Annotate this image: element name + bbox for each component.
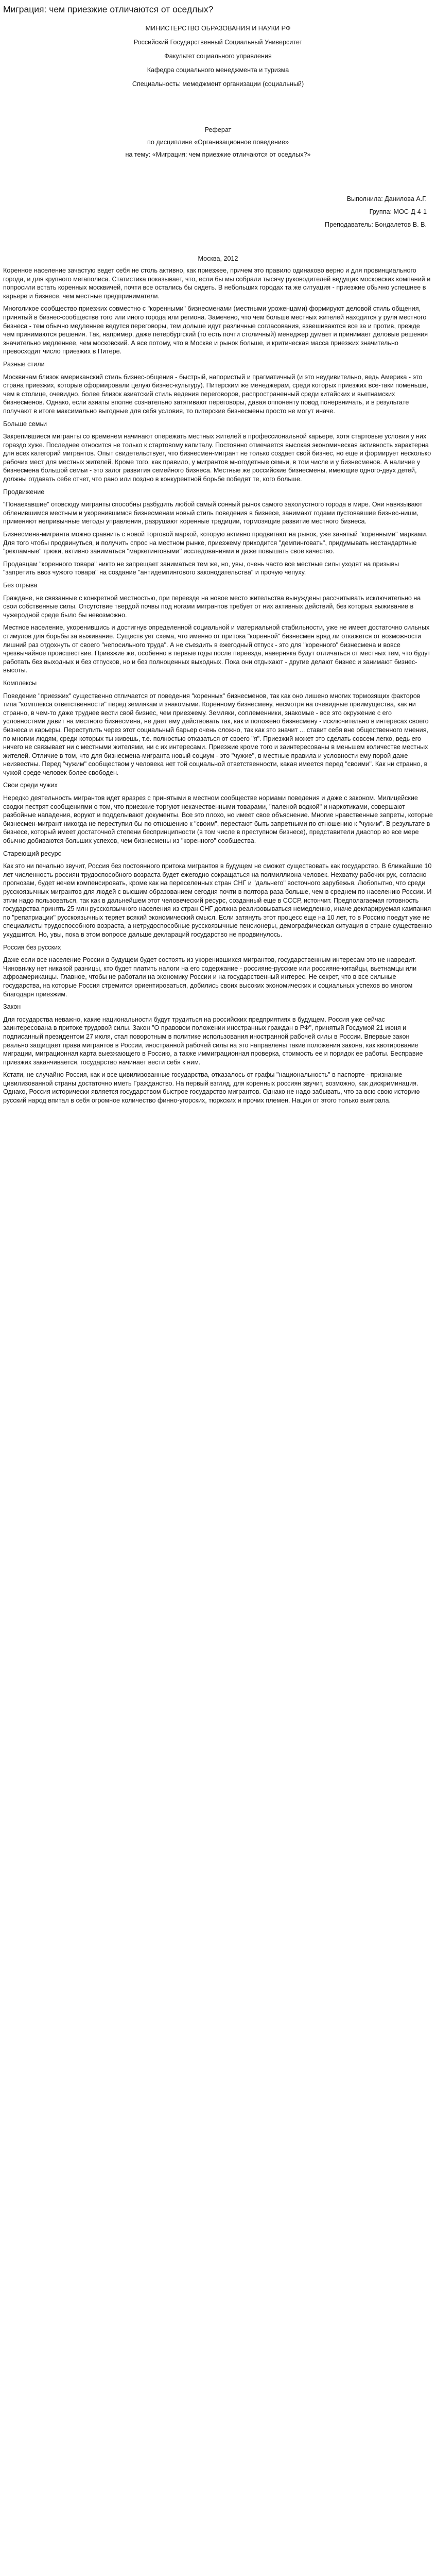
discipline-line: по дисциплине «Организационное поведение» <box>147 139 289 146</box>
referat-label: Реферат <box>204 126 232 133</box>
section-heading: Без отрыва <box>3 582 38 589</box>
document-page <box>0 0 436 1105</box>
body-paragraph: Продавцам "коренного товара" никто не запрещает заниматься тем же, но, увы, очень часто все местные силы уходят на призывы "запретить ввоз чужого товара" на создание "антидемпингового законодательства" и прочую чепуху. <box>3 560 399 577</box>
section-heading: Свои среди чужих <box>3 782 58 789</box>
body-paragraph: "Понаехавшие" отовсюду мигранты способны разбудить любой самый сонный рынок самого захолустного города в мире. Они навязывают обленившимся местным и укоренившимся бизнесменам новый стиль поведения в бизнесе, занимают годами пустовавшие бизнес-ниши, применяют непривычные методы управления, разрушают коренные традиции, тормозящие развитие местного бизнеса. <box>3 501 423 526</box>
body-paragraph: Закрепившиеся мигранты со временем начинают опережать местных жителей в профессиональной карьере, хотя стартовые условия у них гораздо хуже. Последнее относится не только к стартовому капиталу. Постоянно отмечается высокая экономическая активность характерна для всех категорий мигрантов. Опыт свидетельствует, что бизнесмен-мигрант не только создает свой бизнес, но еще и формирует несколько рабочих мест для местных жителей. Кроме того, как правило, у мигрантов многодетные семьи, в том числе и у бизнесменов. А наличие у бизнесмена большой семьи - это залог развития семейного бизнеса. Местные же российские бизнесмены, имеющие одного-двух детей, должны отдавать себе отчет, что рано или поздно в конкурентной борьбе победят те, кого больше. <box>3 433 431 483</box>
article-body <box>3 266 433 1105</box>
body-paragraph: Нередко деятельность мигрантов идет вразрез с принятыми в местном сообществе нормами поведения и даже с законом. Милицейские сводки пестрят сообщениями о том, что приезжие торгуют некачественными товарами, "паленой водкой" и наркотиками, совершают разбойные нападения, воруют и подделывают документы. Все это плохо, но имеет свое объяснение. Многие нравственные запреты, которые бизнесмен-мигрант никогда не переступил бы по отношению к "своим", перестают быть запретными по отношению к "чужим". В результате в бизнесе, который имеет достаточной степени беспринципности (в том числе в преступном бизнесе), представители диаспор во все мере обычно добиваются больших успехов, чем бизнесмены из "коренного" сообщества. <box>3 794 433 845</box>
body-paragraph: Коренное население зачастую ведет себя не столь активно, как приезжее, причем это правило одинаково верно и для провинциального города, и для крупного мегаполиса. Статистика показывает, что, если бы мы собрали тысячу руководителей ведущих московских компаний и попросили встать коренных москвичей, почти все остались бы сидеть. В небольших городах та же ситуация - приезжие обычно успешнее в карьере и бизнесе, чем местные предприниматели. <box>3 267 431 300</box>
title-bar <box>0 0 436 18</box>
body-paragraph: Как это ни печально звучит, Россия без постоянного притока мигрантов в будущем не сможет существовать как государство. В ближайшие 10 лет численность россиян трудоспособного возраста будет ежегодно сокращаться на полмиллиона человек. Нехватку рабочих рук, согласно прогнозам, будет нечем компенсировать, кроме как на переселенных стран СНГ и "дальнего" восточного зарубежья. Любопытно, что среди русскоязычных мигрантов для людей с высшим образованием сегодня почти в полтора раза больше, чем в среднем по населению России. И этим надо пользоваться, так как в дальнейшем этот человеческий ресурс, созданный еще в СССР, истончит. Предполагаемая готовность государства принять 25 млн русскоязычного населения из стран СНГ должна реализовываться немедленно, иначе декларируемая кампания по "репатриации" русскоязычных теряет всякий экономический смысл. Если затянуть этот процесс еще на 10 лет, то в Россию поедут уже не специалисты трудоспособного возраста, а нетрудоспособные русскоязычные пенсионеры, демографическая ситуация в стране существенно ухудшится. Но, увы, пока в этом вопросе дальше деклараций государство не продвинулось. <box>3 862 432 938</box>
section-heading: Разные стили <box>3 360 45 368</box>
body-paragraph: Для государства неважно, какие национальности будут трудиться на российских предприятиях в будущем. Россия уже сейчас заинтересована в притоке трудовой силы. Закон "О правовом положении иностранных граждан в РФ", принятый Госдумой 21 июня и подписанный президентом 27 июля, стал поворотным в политике использования иностранной рабочей силы в России. Впервые закон реально защищает права мигрантов в России, иностранной рабочей силы на это направлены такие положения закона, как квотирование миграции, миграционная карта выезжающего в Россию, а также иммиграционная проверка, стоимость ее и порядок ее работы. Бесправие приезжих заканчивается, государство начинает вести себя к ним. <box>3 1015 423 1066</box>
signature-block <box>3 194 433 229</box>
teacher-line: Преподаватель: Бондалетов В. В. <box>325 221 427 228</box>
section-heading: Закон <box>3 1003 21 1011</box>
body-paragraph: Москвичам близок американский стиль бизнес-общения - быстрый, напористый и прагматичный (и это неудивительно, ведь Америка - это страна приезжих, которые сформировали целую бизнес-культуру). Питерским же менеджерам, среди которых приезжих все-таки поменьше, чем в столице, очевидно, более близок азиатский стиль ведения переговоров, распространенный среди китайских и вьетнамских бизнесменов. Однако, если азиаты вполне сознательно затягивают переговоры, давая оппоненту повод понервничать, и в результате получают в итоге максимально выгодные для себя условия, то питерские бизнесмены просто не могут иначе. <box>3 373 428 415</box>
body-paragraph: Многоликое сообщество приезжих совместно с "коренными" бизнесменами (местными уроженцами) формируют деловой стиль общения, принятый в бизнес-сообществе того или иного города или региона. Замечено, что чем больше местных жителей находится у руля местного бизнеса - тем обычно медленнее ведутся переговоры, тем дольше идут различные согласования, взвешиваются все за и против, прежде чем принимаются решения. Так, например, даже петербургский (то есть почти столичный) менеджер думает и принимает деловые решения значительно медленнее, чем московский. А все потому, что в Москве и рынок больше, и критическая масса приезжих значительно превосходит число приезжих в Питере. <box>3 305 428 355</box>
document-content <box>0 24 436 1105</box>
body-paragraph: Граждане, не связанные с конкретной местностью, при переезде на новое место жительства вынуждены рассчитывать исключительно на свои собственные силы. Отсутствие твердой почвы под ногами мигрантов требует от них активных действий, без которых выживание в чужеродной среде было бы невозможно. <box>3 594 421 619</box>
section-heading: Комплексы <box>3 679 37 687</box>
speciality-line: Специальность: мемеджмент организации (социальный) <box>132 80 304 88</box>
body-paragraph: Бизнесмена-мигранта можно сравнить с новой торговой маркой, которую активно продвигают на рынок, уже занятый "коренными" марками. Для того чтобы продвинуться, и получить спрос на местном рынке, приезжему приходится "демпинговать", придумывать нестандартные "рекламные" трюки, активно заниматься "маркетинговыми" исследованиями и даже повышать свое качество. <box>3 531 428 555</box>
body-paragraph: Кстати, не случайно Россия, как и все цивилизованные государства, отказалось от графы "национальность" в паспорте - признание цивилизованной страны достаточно иметь Гражданство. На первый взгляд, для коренных россиян звучит, возможно, как дискриминация. Однако, Россия исторически является государством быстрое государство мигрантов. Однако не надо забывать, что за всю свою историю русский народ впитал в себя огромное количество финно-угорских, тюркских и прочих племен. Нация от этого только выиграла. <box>3 1071 420 1105</box>
page-title: Миграция: чем приезжие отличаются от оседлых? <box>3 4 214 14</box>
department-line: Кафедра социального менеджмента и туризма <box>147 66 289 74</box>
body-paragraph: Поведение "приезжих" существенно отличается от поведения "коренных" бизнесменов, так как оно лишено многих тормозящих факторов типа "комплекса ответственности" перед землякам и знакомыми. Коренному бизнесмену, несмотря на очевидные преимущества, как ни странно, в чем-то даже труднее вести свой бизнес, чем приезжему. Земляки, соплеменники, знакомые - все это окружение с его условностями давит на местного бизнесмена, не дает ему действовать так, как и положено бизнесмену - исключительно в интересах своего бизнеса и карьеры. Переступить через этот социальный барьер очень сложно, так как это значит ... ставит себя вне общественного мнения, по многим людям, среди которых ты живешь, т.е. полностью отказаться от своего "я". Приезжий может это сделать совсем легко, ведь его ничего не связывает ни с местными жителями, ни с их интересами. Приезжие кроме того и заинтересованы в меньшем количестве местных жителей. Отличие в том, что для бизнесмена-мигранта новый социум - это "чужие", в местные правила и условности ему порой даже неизвестны. Перед "чужим" сообществом у человека нет той социальной ответственности, какая имеется перед "своими". Как ни странно, в чужой среде человек более свободен. <box>3 692 429 776</box>
topic-line: на тему: «Миграция: чем приезжие отличаются от оседлых?» <box>125 151 311 158</box>
city-year-line: Москва, 2012 <box>198 255 238 262</box>
group-line: Группа: МОС-Д-4-1 <box>369 208 427 215</box>
ministry-line: МИНИСТЕРСТВО ОБРАЗОВАНИЯ И НАУКИ РФ <box>145 25 291 32</box>
body-paragraph: Местное население, укоренившись и достигнув определенной социальной и материальной стабильности, уже не имеет достаточно сильных стимулов для борьбы за выживание. Существ ует схема, что именно от притока "коренной" бизнесмен вряд ли откажется от возможности лишний раз отдохнуть от своего "непосильного труда". А не съездить в ежегодный отпуск - это для "коренного" бизнесмена и вовсе чрезвычайное происшествие. Приезжие же, особенно в первые годы после переезда, наверняка будут отличаться от местных тем, что будут работать без выходных и без отпусков, но и без полноценных выходных. Пока они отдыхают - другие делают бизнес и занимают бизнес-высоты. <box>3 624 431 674</box>
header-block <box>3 24 433 89</box>
university-line: Российский Государственный Социальный Университет <box>133 39 303 46</box>
section-heading: Россия без русских <box>3 943 61 951</box>
faculty-line: Факультет социального управления <box>164 53 272 60</box>
section-heading: Стареющий ресурс <box>3 850 61 857</box>
section-heading: Продвижение <box>3 488 45 496</box>
referat-block <box>3 125 433 159</box>
body-paragraph: Даже если все население России в будущем будет состоять из укоренившихся мигрантов, государственным интересам это не навредит. Чиновнику нет никакой разницы, кто будет платить налоги на его содержание - россияне-русские или россияне-китайцы, вьетнамцы или афроамериканцы. Главное, чтобы не работали на экономику России и на государственный интерес. Не секрет, что в все сильные государства, на которые Россия стремится ориентироваться, добились своих высоких экономических и социальных успехов во многом благодаря приезжим. <box>3 956 417 998</box>
section-heading: Больше семьи <box>3 420 47 428</box>
author-line: Выполнила: Данилова А.Г. <box>346 195 427 202</box>
